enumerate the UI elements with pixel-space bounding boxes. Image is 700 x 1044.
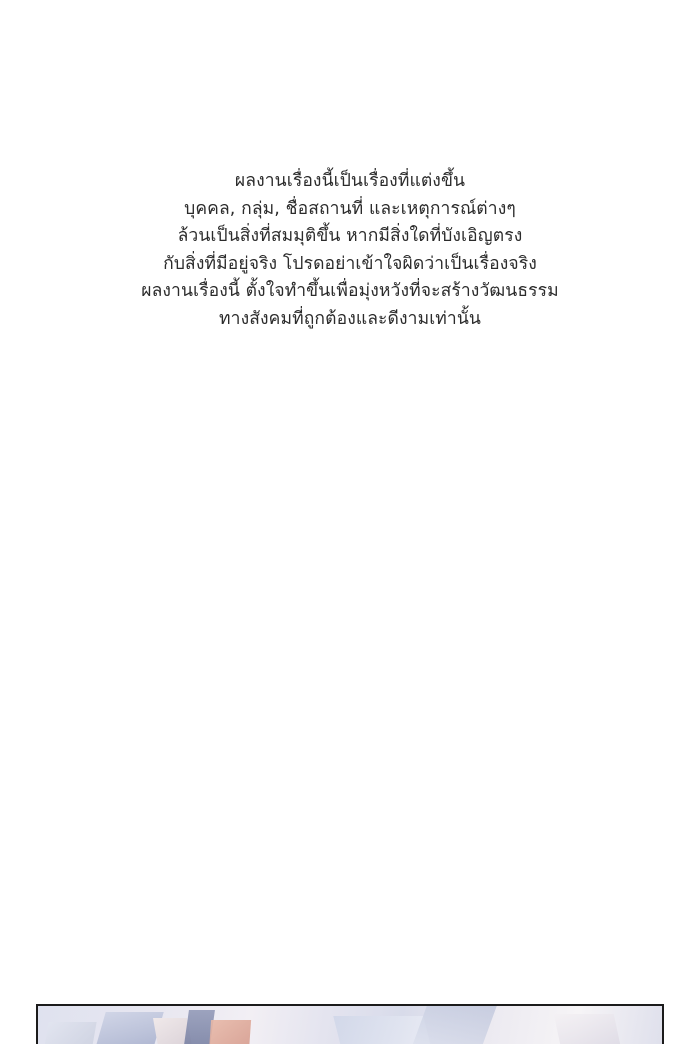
comic-panel-top-edge	[36, 1004, 664, 1044]
art-shape-left	[43, 1022, 96, 1044]
art-shape-7	[409, 1006, 496, 1044]
art-shape-8	[554, 1014, 623, 1044]
disclaimer-line-3: ล้วนเป็นสิ่งที่สมมุติขึ้น หากมีสิ่งใดที่บังเอิญตรง	[177, 226, 523, 246]
art-shape-5	[244, 1008, 262, 1044]
disclaimer-line-1: ผลงานเรื่องนี้เป็นเรื่องที่แต่งขึ้น	[234, 171, 466, 191]
disclaimer-line-2: บุคคล, กลุ่ม, ชื่อสถานที่ และเหตุการณ์ต่างๆ	[184, 198, 516, 219]
fiction-disclaimer	[0, 168, 700, 333]
disclaimer-line-6: ทางสังคมที่ถูกต้องและดีงามเท่านั้น	[219, 308, 481, 329]
comic-panel-art	[38, 1006, 662, 1044]
disclaimer-line-5: ผลงานเรื่องนี้ ตั้งใจทำขึ้นเพื่อมุ่งหวังที่จะสร้างวัฒนธรรม	[141, 281, 559, 301]
disclaimer-line-4: กับสิ่งที่มีอยู่จริง โปรดอย่าเข้าใจผิดว่าเป็นเรื่องจริง	[163, 253, 537, 274]
art-shape-1	[94, 1012, 163, 1044]
